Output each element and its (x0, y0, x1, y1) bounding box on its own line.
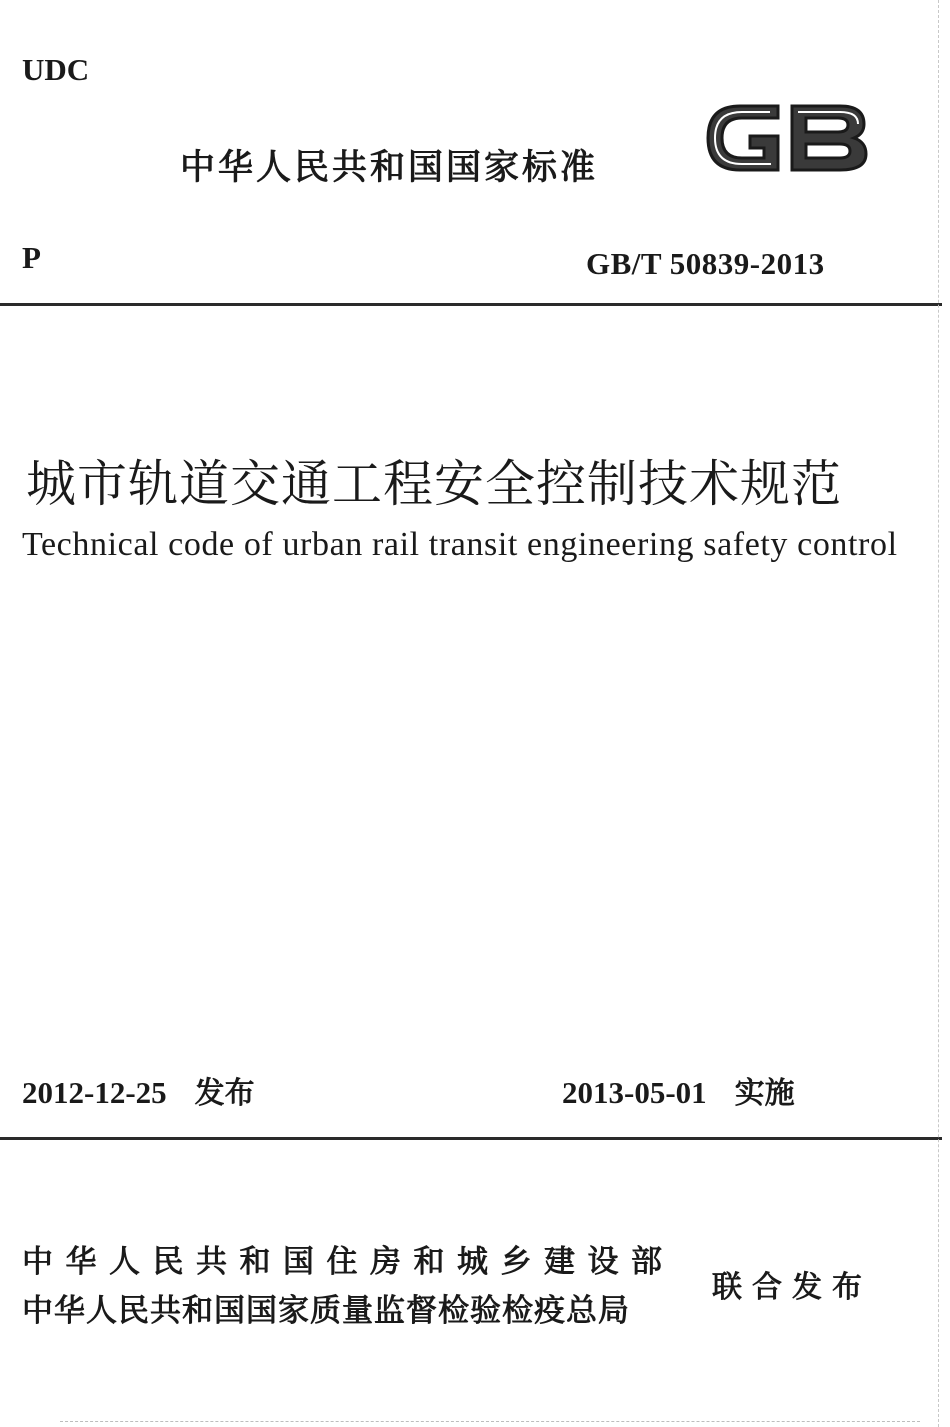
scan-edge (938, 0, 940, 1427)
issuer-aqsiq: 中华人民共和国国家质量监督检验检疫总局 (22, 1293, 630, 1329)
udc-label: UDC (22, 52, 90, 87)
top-divider (0, 303, 942, 306)
standard-number: GB/T 50839-2013 (586, 246, 825, 281)
gb-logo (700, 92, 872, 184)
classification-code: P (22, 240, 41, 275)
scan-bottom-edge (60, 1421, 920, 1423)
bottom-divider (0, 1137, 942, 1140)
gb-logo-mark (700, 92, 872, 184)
issuer-ministry: 中华人民共和国住房和城乡建设部 (22, 1244, 675, 1280)
joint-issue-label: 联合发布 (712, 1270, 872, 1305)
national-standard-heading: 中华人民共和国国家标准 (180, 148, 599, 188)
issue-date-row (22, 1068, 255, 1112)
implement-date-row (562, 1068, 795, 1112)
implement-label: 实施 (734, 1076, 795, 1111)
issue-label: 发布 (194, 1076, 255, 1111)
title-english: Technical code of urban rail transit engineering safety control (22, 526, 898, 563)
title-chinese: 城市轨道交通工程安全控制技术规范 (26, 455, 842, 513)
implement-date: 2013-05-01 (562, 1075, 707, 1110)
issue-date: 2012-12-25 (22, 1075, 167, 1110)
